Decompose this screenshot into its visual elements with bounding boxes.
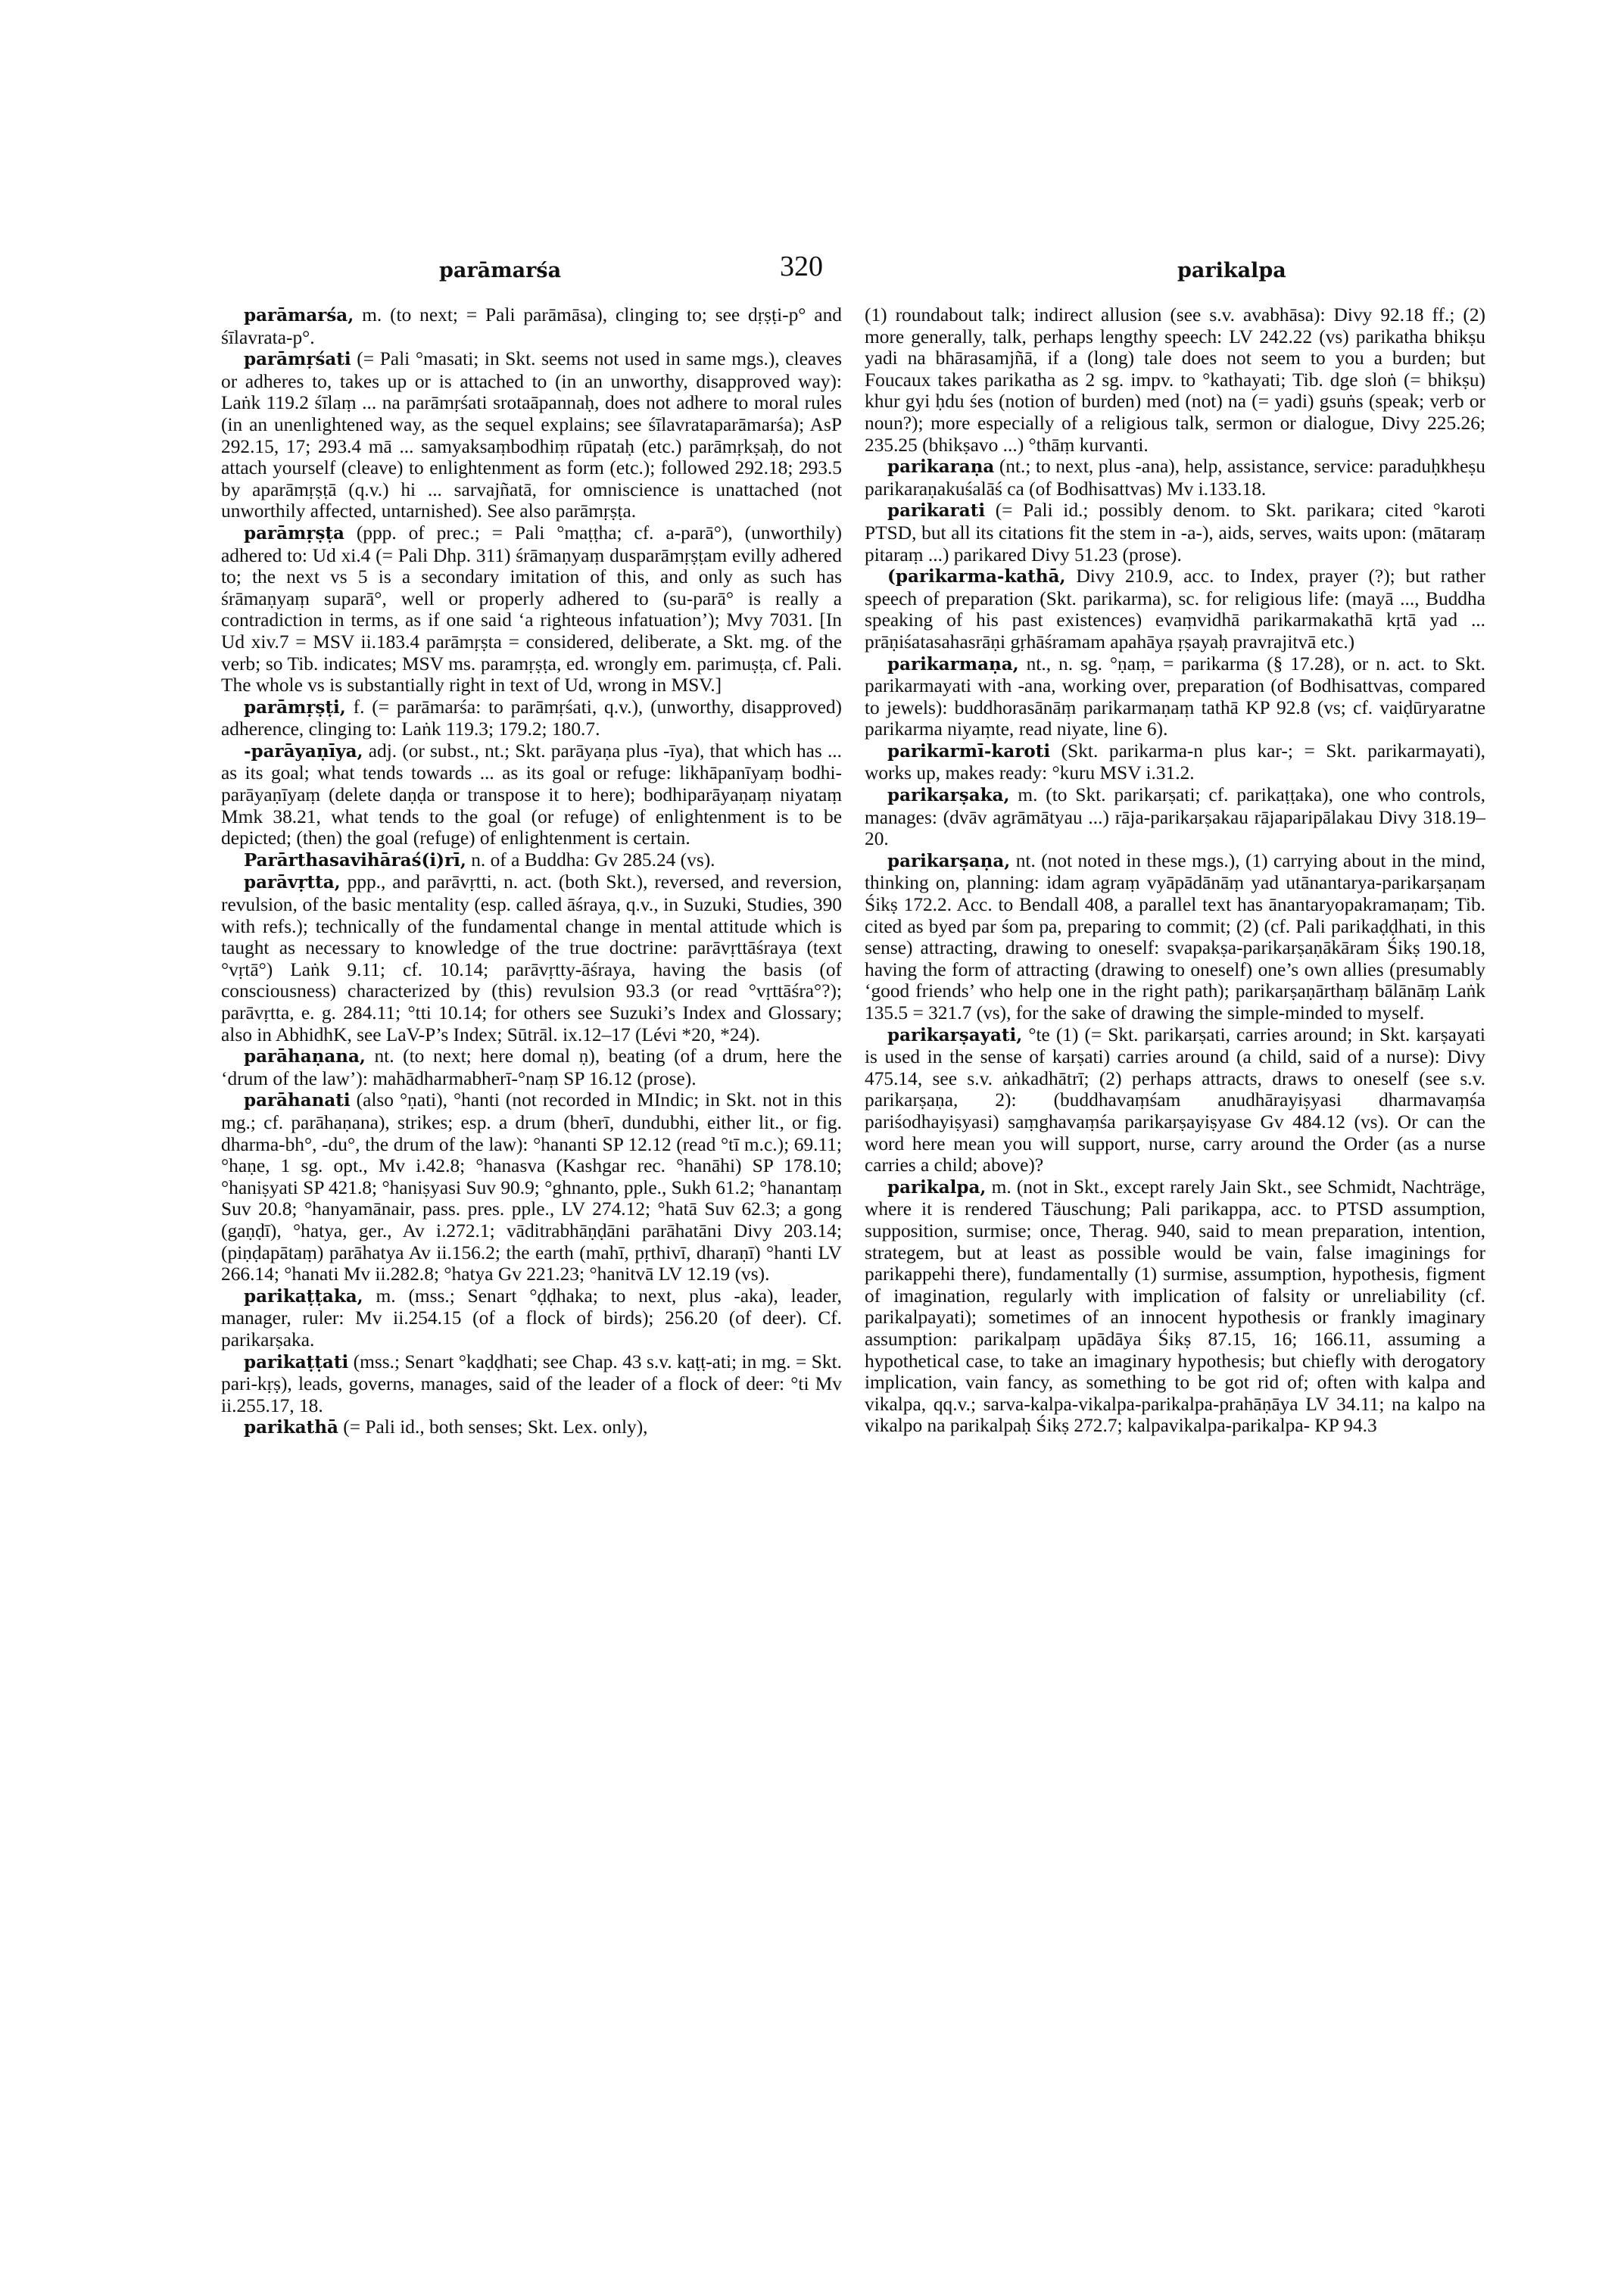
entry-headword: parikalpa, (887, 1176, 987, 1198)
left-running-head: parāmarśa (439, 259, 562, 282)
dictionary-entry (865, 304, 1485, 456)
entry-headword: parāmṛśati (244, 349, 351, 370)
dictionary-entry (221, 304, 842, 348)
entry-text: (Skt. parikarma-n plus kar-; = Skt. parikarmayati), works up, makes ready: °kuru MSV i.31.2. (865, 740, 1485, 784)
dictionary-entry (865, 1176, 1485, 1437)
left-column (221, 304, 842, 1439)
entry-headword: parikathā (244, 1417, 338, 1438)
dictionary-entry (865, 456, 1485, 500)
entry-headword: parāhaṇana, (244, 1046, 366, 1067)
entry-headword: parāmṛṣṭa (244, 522, 344, 544)
entry-text: °te (1) (= Skt. parikarṣati, carries around; in Skt. karṣayati is used in the sense of karṣati) carries around (a child, said of a nurse): Divy 475.14, see s.v. aṅkadhātrī; (2) perhaps attracts, draws to oneself (see s.v. parikarṣaṇa, 2): (buddhavaṃśam anudhārayiṣyasi dharmavaṃśa pariśodhayiṣyasi) saṃghavaṃśa parikarṣayiṣyase Gv 484.12 (vs). Or can the word here mean you will support, nurse, carry around the Order (as a nurse carries a child; above)? (865, 1023, 1485, 1176)
dictionary-entry (865, 1024, 1485, 1176)
entry-headword: parikarṣaka, (887, 785, 1010, 806)
dictionary-entry (221, 696, 842, 740)
entry-text: ppp., and parāvṛtti, n. act. (both Skt.), reversed, and reversion, revulsion, of the basic mentality (esp. called āśraya, q.v., in Suzuki, Studies, 390 with refs.); technically of the fundamental change in mental attitude which is taught as necessary to knowledge of the true doctrine: parāvṛttāśraya (text °vṛtā°) Laṅk 9.11; cf. 10.14; parāvṛtty-āśraya, having the basis (of consciousness) characterized by (this) revulsion 93.3 (or read °vṛttāśra°?); parāvṛtta, e. g. 284.11; °tti 10.14; for others see Suzuki’s Index and Glossary; also in AbhidhK, see LaV-P’s Index; Sūtrāl. ix.12–17 (Lévi *20, *24). (221, 871, 842, 1045)
dictionary-entry (221, 1351, 842, 1417)
entry-headword: parāhanati (244, 1090, 351, 1111)
entry-headword: (parikarma-kathā, (887, 566, 1066, 587)
entry-text: m. (to Skt. parikarṣati; cf. parikaṭṭaka), one who controls, manages: (dvāv agrāmātyau ...) rāja-parikarṣakau rājaparipālakau Divy 318.19–20. (865, 784, 1485, 850)
right-running-head: parikalpa (1177, 259, 1286, 282)
entry-text: m. (to next; = Pali parāmāsa), clinging to; see dṛṣṭi-p° and śīlavrata-p°. (221, 304, 842, 348)
dictionary-entry (865, 500, 1485, 565)
entry-headword: parikaraṇa (887, 456, 995, 478)
entry-headword: parāmṛṣṭi, (244, 696, 346, 718)
entry-headword: parikarmaṇa, (887, 653, 1019, 675)
entry-text: (= Pali id., both senses; Skt. Lex. only), (338, 1416, 648, 1438)
entry-headword: parikarṣaṇa, (887, 850, 1011, 871)
dictionary-entry (221, 1285, 842, 1351)
entry-text: m. (not in Skt., except rarely Jain Skt., see Schmidt, Nachträge, where it is rendered Täuschung; Pali parikappa, acc. to PTSD assumption, supposition, surmise; once, Therag. 940, said to mean preparation, intention, strategem, but at least as possible would be vain, false imaginings for parikappehi there), fundamentally (1) surmise, assumption, hypothesis, figment of imagination, regularly with implication of falsity or unreliability (cf. parikalpayati); sometimes of an innocent hypothesis or frankly imaginary assumption: parikalpaṃ upādāya Śikṣ 87.15, 16; 166.11, assuming a hypothetical case, to take an imaginary hypothesis; but chiefly with derogatory implication, vain fancy, as something to be got rid of; often with kalpa and vikalpa, qq.v.; sarva-kalpa-vikalpa-parikalpa-prahāṇāya LV 34.11; na kalpo na vikalpo na parikalpaḥ Śikṣ 272.7; kalpavikalpa-parikalpa- KP 94.3 (865, 1176, 1485, 1437)
entry-text: (1) roundabout talk; indirect allusion (see s.v. avabhāsa): Divy 92.18 ff.; (2) more generally, talk, perhaps lengthy speech: LV 242.22 (vs) parikatha bhikṣu yadi na bhārasamjñā, if a (long) tale does not seem to you a burden; but Foucaux takes parikatha as 2 sg. impv. to °kathayati; Tib. dge sloṅ (= bhikṣu) khur gyi ḥdu śes (notion of burden) med (not) na (= yadi) gsuṅs (speak; verb or noun?); more especially of a religious talk, sermon or dialogue, Divy 225.26; 235.25 (bhikṣavo ...) °thāṃ kurvanti. (865, 304, 1485, 456)
dictionary-entry (221, 1089, 842, 1285)
entry-text: m. (mss.; Senart °ḍḍhaka; to next, plus -aka), leader, manager, ruler: Mv ii.254.15 (of a flock of birds); 256.20 (of deer). Cf. parikarṣaka. (221, 1285, 842, 1351)
dictionary-entry (221, 522, 842, 696)
entry-headword: parikarmī-karoti (887, 740, 1051, 762)
dictionary-entry (221, 1416, 842, 1439)
entry-headword: parikarati (887, 500, 986, 522)
dictionary-entry (865, 653, 1485, 740)
entry-headword: parikaṭṭaka, (244, 1285, 363, 1307)
entry-text: nt. (not noted in these mgs.), (1) carrying about in the mind, thinking on, planning: idam agraṃ vyāpādānāṃ yad utānantarya-parikarṣaṇam Śikṣ 172.2. Acc. to Bendall 408, a parallel text has ānantaryopakramaṇam; Tib. cited as byed par śom pa, preparing to commit; (2) (cf. Pali parikaḍḍhati, in this sense) attracting, drawing to oneself: svapakṣa-parikarṣaṇākāram Śikṣ 190.18, having the form of attracting (drawing to oneself) one’s own allies (presumably ‘good friends’ who help one in the right path); parikarṣaṇārthaṃ bālānāṃ Laṅk 135.5 = 321.7 (vs), for the sake of drawing the simple-minded to myself. (865, 849, 1485, 1023)
dictionary-entry (221, 1045, 842, 1089)
dictionary-entry (865, 565, 1485, 653)
dictionary-entry (221, 849, 842, 872)
entry-headword: parāvṛtta, (244, 872, 341, 893)
dictionary-entry (865, 784, 1485, 850)
entry-text: n. of a Buddha: Gv 285.24 (vs). (466, 849, 715, 871)
dictionary-entry (221, 871, 842, 1045)
dictionary-entry (221, 348, 842, 522)
dictionary-entry (865, 850, 1485, 1024)
entry-headword: parikaṭṭati (244, 1351, 349, 1372)
right-column (865, 304, 1485, 1437)
entry-headword: -parāyaṇīya, (244, 740, 363, 762)
entry-text: f. (= parāmarśa: to parāmṛśati, q.v.), (unworthy, disapproved) adherence, clinging to: Laṅk 119.3; 179.2; 180.7. (221, 696, 842, 740)
dictionary-entry (221, 740, 842, 849)
page-header (0, 250, 1624, 295)
entry-text: (= Pali °masati; in Skt. seems not used in same mgs.), cleaves or adheres to, takes up or is attached to (in an unworthy, disapproved way): Laṅk 119.2 śīlaṃ ... na parāmṛśati srotaāpannaḥ, does not adhere to moral rules (in an unenlightened way, as the sequel explains; see śīlavrataparāmarśa); AsP 292.15, 17; 293.4 mā ... samyaksaṃbodhiṃ rūpataḥ (etc.) parāmṛkṣaḥ, do not attach yourself (cleave) to enlightenment as form (etc.); followed 292.18; 293.5 by aparāmṛṣṭā (q.v.) hi ... sarvajñatā, for omniscience is unattached (not unworthily affected, untarnished). See also parāmṛṣṭa. (221, 348, 842, 522)
entry-text: (also °ṇati), °hanti (not recorded in MIndic; in Skt. not in this mg.; cf. parāhaṇana), strikes; esp. a drum (bherī, dundubhi, either lit., or fig. dharma-bh°, -du°, the drum of the law): °hananti SP 12.12 (read °tī m.c.); 69.11; °haṇe, 1 sg. opt., Mv i.42.8; °hanasva (Kashgar rec. °hanāhi) SP 178.10; °haniṣyati SP 421.8; °haniṣyasi Suv 90.9; °ghnanto, pple., Sukh 61.2; °hanantaṃ Suv 20.8; °hanyamānair, pass. pres. pple., LV 274.12; °hatā Suv 62.3; a gong (gaṇḍī), °hatya, ger., Av i.272.1; vāditrabhāṇḍāni parāhatāni Divy 203.14; (piṇḍapātaṃ) parāhatya Av ii.156.2; the earth (mahī, pṛthivī, dharaṇī) °hanti LV 266.14; °hanati Mv ii.282.8; °hatya Gv 221.23; °hanitvā LV 12.19 (vs). (221, 1089, 842, 1285)
entry-text: (ppp. of prec.; = Pali °maṭṭha; cf. a-parā°), (unworthily) adhered to: Ud xi.4 (= Pali Dhp. 311) śrāmaṇyaṃ dusparāmṛṣṭam evilly adhered to; the next vs 5 is a secondary imitation of this, and only as such has śrāmaṇyaṃ suparā°, well or properly adhered to (su-parā° is really a contradiction in terms, as if one said ‘a righteous infatuation’); Mvy 7031. [In Ud xiv.7 = MSV ii.183.4 parāmṛṣta = considered, deliberate, a Skt. mg. of the verb; so Tib. indicates; MSV ms. paramṛṣṭa, ed. wrongly em. parimuṣṭa, cf. Pali. The whole vs is substantially right in text of Ud, wrong in MSV.] (221, 522, 842, 696)
dictionary-entry (865, 740, 1485, 784)
entry-text: adj. (or subst., nt.; Skt. parāyaṇa plus -īya), that which has ... as its goal; what tends towards ... as its goal or refuge: likhāpanīyaṃ bodhi-parāyaṇīyaṃ (delete daṇḍa or transpose it to here); bodhiparāyaṇaṃ niyataṃ Mmk 38.21, what tends to the goal (or refuge) of enlightenment is to be depicted; (then) the goal (refuge) of enlightenment is certain. (221, 740, 842, 849)
entry-text: nt. (to next; here domal ṇ), beating (of a drum, here the ‘drum of the law’): mahādharmabherī-°naṃ SP 16.12 (prose). (221, 1045, 842, 1089)
entry-text: (= Pali id.; possibly denom. to Skt. parikara; cited °karoti PTSD, but all its citations fit the stem in -a-), aids, serves, waits upon: (mātaraṃ pitaraṃ ...) parikared Divy 51.23 (prose). (865, 500, 1485, 565)
entry-text: (nt.; to next, plus -ana), help, assistance, service: paraduḥkheṣu parikaraṇakuśalāś ca (of Bodhisattvas) Mv i.133.18. (865, 456, 1485, 500)
entry-headword: parikarṣayati, (887, 1024, 1023, 1045)
entry-headword: parāmarśa, (244, 305, 354, 326)
entry-text: Divy 210.9, acc. to Index, prayer (?); but rather speech of preparation (Skt. parikarma), sc. for religious life: (mayā ..., Buddha speaking of his past existences) evaṃvidhā parikarmakathā kṛtā yad ... prāṇiśatasahasrāṇi gṛhāśramam apahāya ṛṣayaḥ pravrajitvā etc.) (865, 565, 1485, 653)
page-number: 320 (780, 251, 823, 282)
entry-text: (mss.; Senart °kaḍḍhati; see Chap. 43 s.v. kaṭṭ-ati; in mg. = Skt. pari-kṛṣ), leads, governs, manages, said of the leader of a flock of deer: °ti Mv ii.255.17, 18. (221, 1351, 842, 1416)
entry-text: nt., n. sg. °ṇaṃ, = parikarma (§ 17.28), or n. act. to Skt. parikarmayati with -ana, working over, preparation (of Bodhisattvas, compared to jewels): buddhorasānāṃ parikarmaṇaṃ tathā KP 92.8 (vs; cf. vaiḍūryaratne parikarma niyaṃte, read niyate, line 6). (865, 653, 1485, 740)
entry-headword: Parārthasavihāraś(i)rī, (244, 849, 466, 871)
